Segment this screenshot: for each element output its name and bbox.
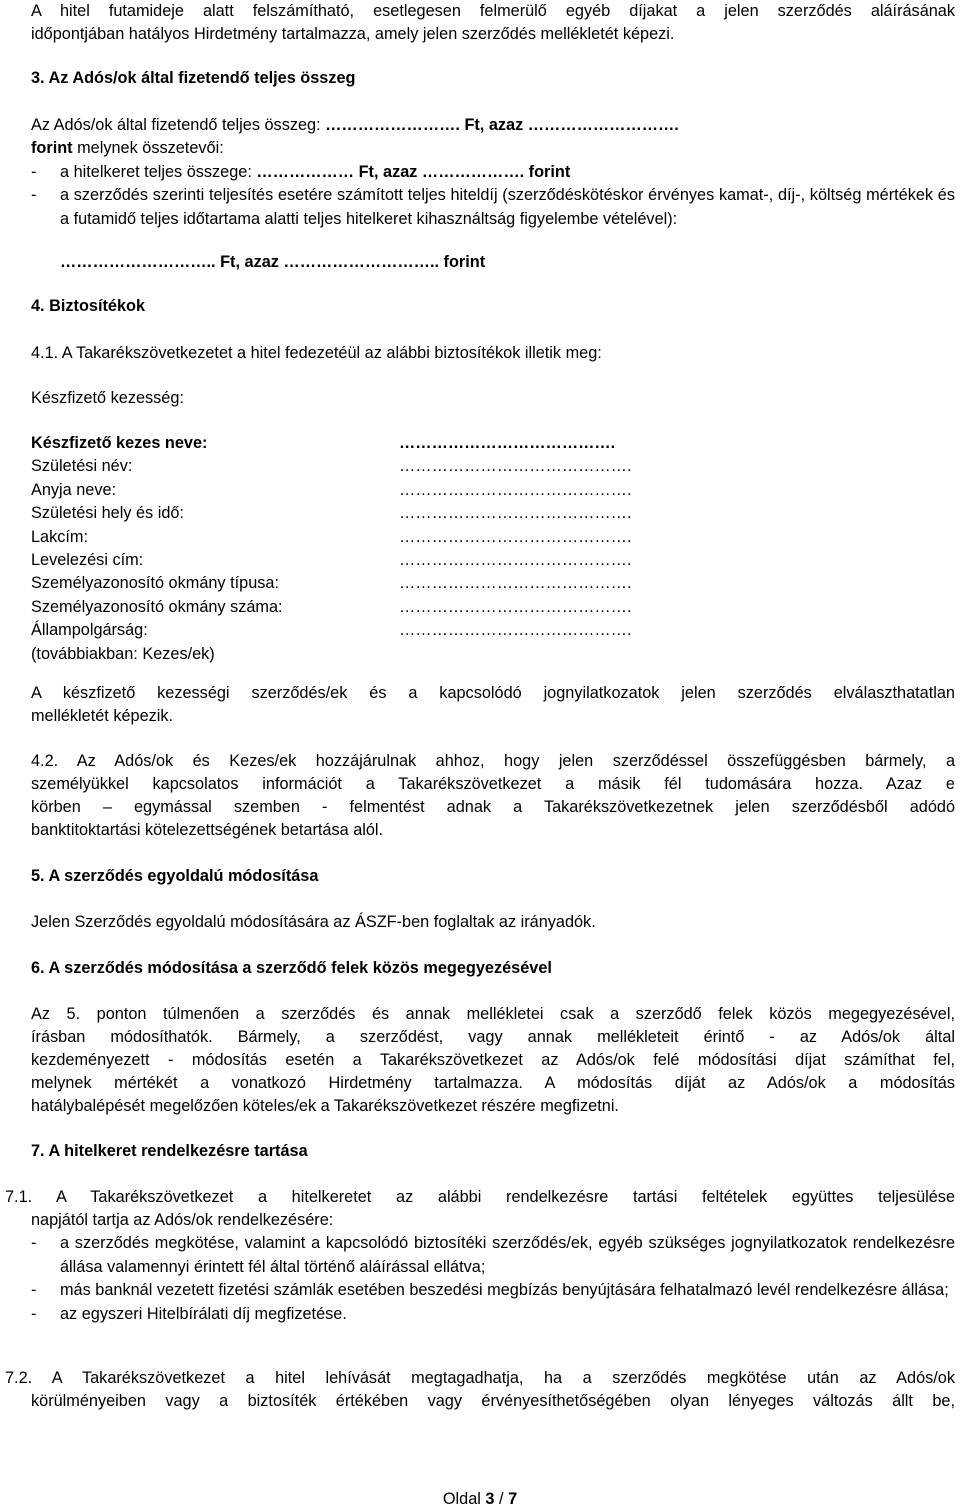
section-5-text: Jelen Szerződés egyoldalú módosítására az ÁSZF-ben foglaltak az irányadók. [31, 913, 596, 931]
surety-row [31, 572, 931, 595]
surety-value: ……………………………………. [399, 457, 632, 476]
paragraph-7-1-line-1: 7.1. A Takarékszövetkezet a hitelkeretet az alábbi rendelkezésre tartási feltételek együttes teljesülése [5, 1188, 955, 1206]
section-4-heading: 4. Biztosítékok [31, 297, 146, 315]
surety-table [31, 432, 931, 666]
surety-value: ……………………………………. [399, 597, 632, 616]
surety-value: ……………………………………. [399, 480, 632, 499]
paragraph-4-2-line-1: 4.2. Az Adós/ok és Kezes/ek hozzájárulnak ahhoz, hogy jelen szerződéssel összefüggésben bármely, a [31, 752, 955, 770]
surety-label: (továbbiakban: Kezes/ek) [31, 644, 215, 663]
surety-label: Születési név: [31, 457, 133, 476]
surety-label: Lakcím: [31, 527, 89, 546]
section-6-line-5: hatálybalépését megelőzően köteles/ek a Takarékszövetkezet részére megfizetni. [31, 1097, 619, 1115]
surety-row [31, 526, 931, 549]
total-amount-label: Az Adós/ok által fizetendő teljes összeg: [31, 116, 326, 134]
surety-row [31, 432, 931, 455]
surety-row [31, 619, 931, 642]
surety-row [31, 479, 931, 502]
component-item-1: - a hitelkeret teljes összege: ……………… Ft, azaz ………………. forint [31, 163, 571, 181]
components-text: melynek összetevői: [72, 139, 224, 157]
annex-line-1: A készfizető kezességi szerződés/ek és a kapcsolódó jognyilatkozatok jelen szerződés elválaszthatatlan [31, 684, 955, 702]
surety-label: Levelezési cím: [31, 550, 144, 569]
page-number [0, 1488, 960, 1510]
surety-value: …………………………………. [399, 434, 616, 452]
surety-title: Készfizető kezesség: [31, 389, 184, 407]
surety-value: ……………………………………. [399, 621, 632, 640]
surety-value: ……………………………………. [399, 527, 632, 546]
surety-row [31, 502, 931, 525]
total-amount-line [31, 114, 955, 138]
section-5-heading: 5. A szerződés egyoldalú módosítása [31, 867, 319, 885]
surety-value: ……………………………………. [399, 574, 632, 593]
surety-value: ……………………………………. [399, 550, 632, 569]
section-7-heading: 7. A hitelkeret rendelkezésre tartása [31, 1142, 308, 1160]
surety-value: ……………………………………. [399, 504, 632, 523]
surety-label: Állampolgárság: [31, 621, 148, 640]
component-item-1-text: a hitelkeret teljes összege: [60, 163, 257, 181]
surety-label: Személyazonosító okmány típusa: [31, 574, 279, 593]
surety-label: Készfizető kezes neve: [31, 434, 208, 452]
intro-line-2: időpontjában hatályos Hirdetmény tartalmazza, amely jelen szerződés mellékletét képezi. [31, 25, 675, 43]
paragraph-7-1-line-2: napjától tartja az Adós/ok rendelkezésére: [31, 1211, 334, 1229]
paragraph-7-2-line-2: körülményeiben vagy a biztosíték értékében vagy érvényesíthetőségében olyan lényeges változás állt be, [31, 1392, 955, 1410]
page-number-sep: / [494, 1490, 509, 1508]
component-item-1-value: ……………… Ft, azaz ………………. forint [256, 163, 571, 181]
list-item: - más banknál vezetett fizetési számlák esetében beszedési megbízás benyújtására felhatalmazó levél rendelkezésre állása; [31, 1281, 949, 1299]
paragraph-4-1: 4.1. A Takarékszövetkezetet a hitel fedezetéül az alábbi biztosítékok illetik meg: [31, 344, 602, 362]
section-6-heading: 6. A szerződés módosítása a szerződő felek közös megegyezésével [31, 959, 552, 977]
surety-row [31, 549, 931, 572]
surety-label: Személyazonosító okmány száma: [31, 597, 283, 616]
paragraph-4-2-line-3: körben – egymással szemben - felmentést adnak a Takarékszövetkezetnek jelen szerződésből adódó [31, 798, 955, 816]
components-bold: forint [31, 139, 73, 157]
page-number-current: 3 [485, 1490, 495, 1508]
page-number-prefix: Oldal [442, 1490, 486, 1508]
annex-line-2: mellékletét képezik. [31, 707, 174, 725]
surety-row [31, 643, 931, 666]
total-amount-value: ……………………. Ft, azaz ………………………. [325, 116, 679, 134]
paragraph-7-2-line-1: 7.2. A Takarékszövetkezet a hitel lehívását megtagadhatja, ha a szerződés megkötése után az Adós/ok [5, 1369, 955, 1387]
components-line [31, 137, 955, 161]
section-6-line-3: kezdeményezett - módosítás esetén a Takarékszövetkezet az Adós/ok felé módosítási díjat számíthat fel, [31, 1051, 955, 1069]
surety-label: Születési hely és idő: [31, 504, 184, 523]
page-number-total: 7 [508, 1490, 518, 1508]
component-item-2-value: ……………………….. Ft, azaz ……………………….. forint [60, 253, 486, 271]
section-6-line-4: melynek mértékét a vonatkozó Hirdetmény tartalmazza. A módosítás díját az Adós/ok a módosítás [31, 1074, 955, 1092]
component-item-2: - a szerződés szerinti teljesítés esetére számított teljes hiteldíj (szerződéskötéskor érvényes kamat-, díj-, költség mértékek és a futamidő teljes időtartama alatti teljes hitelkeret kihasználtság figyelembe vételével): [31, 186, 955, 228]
paragraph-4-2-line-2: személyükkel kapcsolatos információt a Takarékszövetkezet a másik fél tudomására hozza. Azaz e [31, 775, 955, 793]
intro-line-1: A hitel futamideje alatt felszámítható, esetlegesen felmerülő egyéb díjakat a jelen szerződés aláírásának [31, 2, 955, 20]
list-item: - az egyszeri Hitelbírálati díj megfizetése. [31, 1304, 347, 1323]
component-item-2-text: a szerződés szerinti teljesítés esetére számított teljes hiteldíj (szerződéskötéskor érvényes kamat-, díj-, költség mértékek és a futamidő teljes időtartama alatti teljes hitelkeret kihasználtság figyelembe vételével): [60, 186, 955, 228]
section-6-line-2: írásban módosíthatók. Bármely, a szerződést, vagy annak mellékleteit érintő - az Adós/ok által [31, 1028, 955, 1046]
conditions-list [31, 1232, 955, 1326]
surety-row [31, 455, 931, 478]
section-6-line-1: Az 5. ponton túlmenően a szerződés és annak mellékletei csak a szerződő felek közös megegyezésével, [31, 1005, 955, 1023]
surety-label: Anyja neve: [31, 480, 117, 499]
section-3-heading: 3. Az Adós/ok által fizetendő teljes összeg [31, 69, 356, 87]
paragraph-4-2-line-4: banktitoktartási kötelezettségének betartása alól. [31, 821, 384, 839]
list-item: - a szerződés megkötése, valamint a kapcsolódó biztosítéki szerződés/ek, egyéb szükséges jognyilatkozatok rendelkezésre állása valamennyi érintett fél által történő aláírással ellátva; [31, 1234, 955, 1276]
surety-row [31, 596, 931, 619]
